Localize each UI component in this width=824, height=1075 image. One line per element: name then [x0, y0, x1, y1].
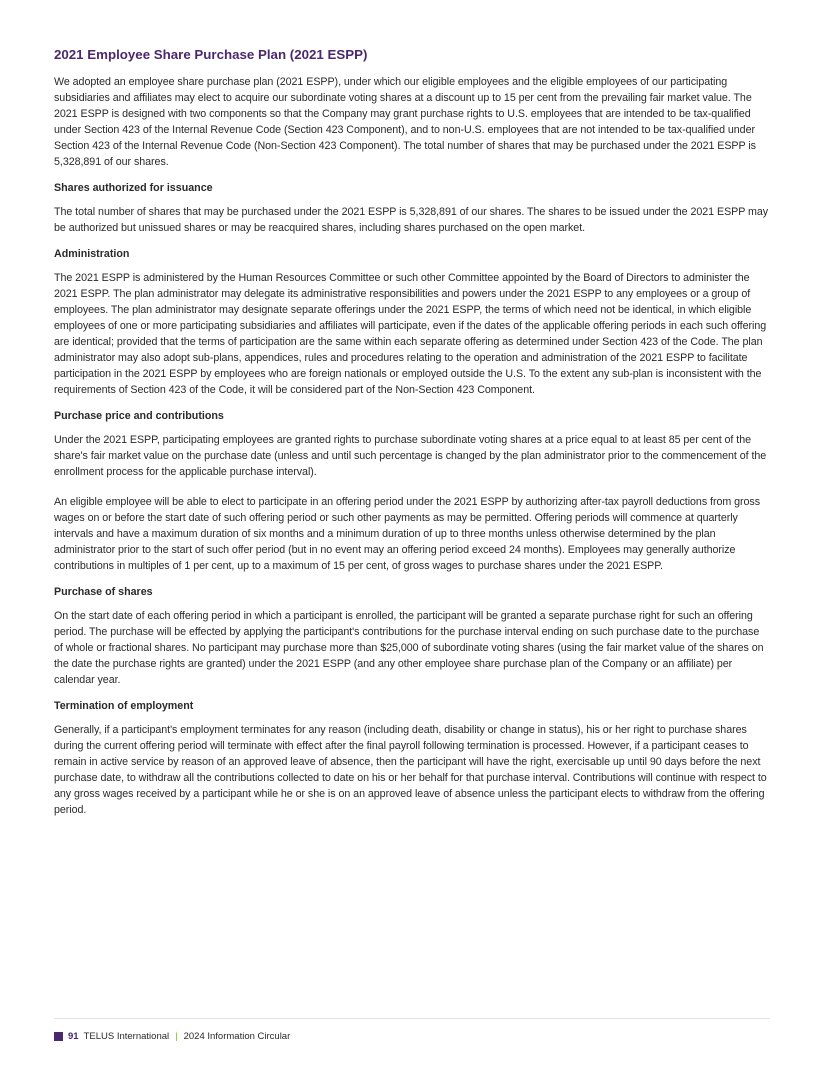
section-title: 2021 Employee Share Purchase Plan (2021 ESPP) — [54, 47, 368, 62]
paragraph-shares-authorized: The total number of shares that may be purchased under the 2021 ESPP is 5,328,891 of our shares. The shares to be issued under the 2021 ESPP may be authorized but unissued shares or may be reacquired shares, including shares purchased on the open market. — [54, 206, 769, 234]
heading-purchase-of-shares: Purchase of shares — [54, 586, 153, 598]
heading-termination: Termination of employment — [54, 700, 194, 712]
heading-administration: Administration — [54, 248, 130, 260]
heading-purchase-price: Purchase price and contributions — [54, 410, 224, 422]
paragraph-purchase-of-shares: On the start date of each offering period in which a participant is enrolled, the participant will be granted a separate purchase right for such an offering period. The purchase will be effected by applying the participant's contributions for the purchase interval ending on such purchase date to the purchase of whole or fractional shares. No participant may purchase more than $25,000 of subordinate voting shares (using the fair market value of the shares on the date the purchase rights are granted) under the 2021 ESPP (and any other employee share purchase plan of the Company or an affiliate) per calendar year. — [54, 610, 764, 686]
paragraph-administration: The 2021 ESPP is administered by the Human Resources Committee or such other Committee appointed by the Board of Directors to administer the 2021 ESPP. The plan administrator may delegate its administrative responsibilities and powers under the 2021 ESPP to any employees or a group of employees. The plan administrator may designate separate offerings under the 2021 ESPP, the terms of which need not be identical, in which eligible employees of one or more participating subsidiaries and affiliates will participate, even if the dates of the applicable offering periods in each such offering are identical; provided that the terms of participation are the same within each separate offering as determined under Section 423 of the Code. The plan administrator may also adopt sub-plans, appendices, rules and procedures relating to the operation and administration of the 2021 ESPP to facilitate participation in the 2021 ESPP by employees who are foreign nationals or employed outside the U.S. To the extent any sub-plan is inconsistent with the requirements of Section 423 of the Code, it will be considered part of the Non-Section 423 Component. — [54, 272, 767, 396]
footer-separator: | — [175, 1030, 178, 1042]
footer-company: TELUS International — [83, 1030, 170, 1042]
brand-square-icon — [54, 1032, 63, 1041]
paragraph-purchase-price-2: An eligible employee will be able to elect to participate in an offering period under the 2021 ESPP by authorizing after-tax payroll deductions from gross wages on or before the start date of such offering period or such other payments as may be permitted. Offering periods will commence at quarterly intervals and have a maximum duration of six months and a minimum duration of up to three months unless otherwise determined by the plan administrator prior to the start of such offer period (but in no event may an offering period exceed 24 months). Employees may generally authorize contributions in multiples of 1 per cent, up to a maximum of 15 per cent, of gross wages to purchase shares under the 2021 ESPP. — [54, 496, 761, 572]
page-number: 91 — [68, 1030, 79, 1042]
paragraph-purchase-price-1: Under the 2021 ESPP, participating employees are granted rights to purchase subordinate voting shares at a price equal to at least 85 per cent of the share's fair market value on the purchase date (unless and until such percentage is changed by the plan administrator prior to the commencement of the enrollment process for the applicable purchase interval). — [54, 434, 767, 478]
footer-document-title: 2024 Information Circular — [183, 1030, 291, 1042]
page-footer — [54, 1018, 770, 1045]
intro-paragraph: We adopted an employee share purchase plan (2021 ESPP), under which our eligible employees and the eligible employees of our participating subsidiaries and affiliates may elect to acquire our subordinate voting shares at a discount up to 15 per cent from the prevailing fair market value. The 2021 ESPP is designed with two components so that the Company may grant purchase rights to U.S. employees that are intended to be tax-qualified under Section 423 of the Internal Revenue Code (Section 423 Component), and to non-U.S. employees that are not intended to be tax-qualified under Section 423 of the Internal Revenue Code (Non-Section 423 Component). The total number of shares that may be purchased under the 2021 ESPP is 5,328,891 of our shares. — [54, 76, 756, 168]
document-page — [54, 46, 770, 828]
heading-shares-authorized: Shares authorized for issuance — [54, 182, 213, 194]
paragraph-termination: Generally, if a participant's employment terminates for any reason (including death, disability or change in status), his or her right to purchase shares during the current offering period will terminate with effect after the final payroll following termination is processed. However, if a participant ceases to remain in active service by reason of an approved leave of absence, then the participant will have the right, exercisable up until 90 days before the next purchase date, to withdraw all the contributions collected to date on his or her behalf for that purchase interval. Contributions will continue with respect to any gross wages received by a participant while he or she is on an approved leave of absence unless the participant elects to withdraw from the offering period. — [54, 724, 767, 816]
